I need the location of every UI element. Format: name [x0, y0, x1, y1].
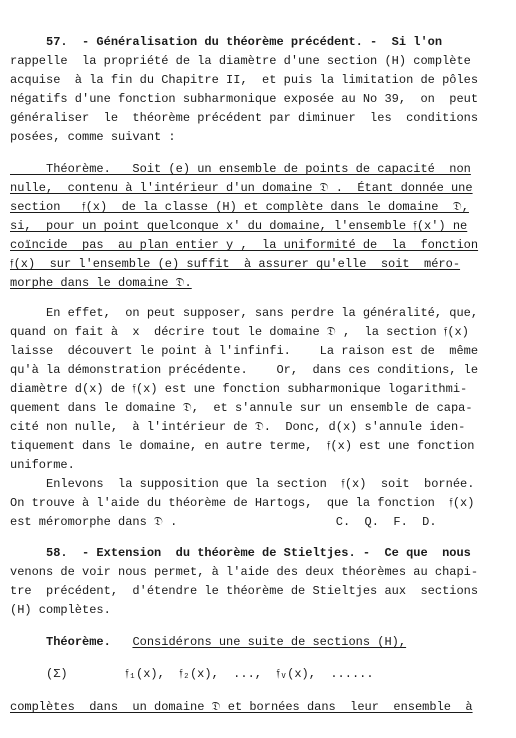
text-line: quand on fait à x décrire tout le domaine 𝔇 , la section 𝔣(x) — [10, 325, 469, 339]
proof-paragraph — [10, 304, 502, 532]
text-line: négatifs d'une fonction subharmonique exposée au No 39, on peut — [10, 92, 479, 106]
text-line: On trouve à l'aide du théorème de Hartogs, que la fonction 𝔣(x) — [10, 496, 475, 510]
text-line: tiquement dans le domaine, en autre terme, 𝔣(x) est une fonction — [10, 439, 475, 453]
section-58-heading-line: 58. - Extension du théorème de Stieltjes. - Ce que nous — [10, 546, 471, 560]
theorem-1-line: Théorème. Soit (e) un ensemble de points de capacité non — [10, 162, 471, 176]
text-line: En effet, on peut supposer, sans perdre la généralité, que, — [10, 306, 479, 320]
text-line: complètes dans un domaine 𝔇 et bornées dans leur ensemble à — [10, 700, 473, 714]
theorem-2-sequence-line — [10, 665, 502, 684]
text-line: (H) complètes. — [10, 603, 111, 617]
text-line: généraliser le théorème précédent par diminuer les conditions — [10, 111, 479, 125]
theorem-1-line: 𝔣(x) sur l'ensemble (e) suffit à assurer qu'elle soit méro- — [10, 257, 461, 271]
text-line: rappelle la propriété de la diamètre d'une section (H) complète — [10, 54, 471, 68]
theorem-2-paragraph — [10, 633, 502, 652]
theorem-1-line: si, pour un point quelconque x' du domaine, l'ensemble 𝔣(x') ne — [10, 219, 468, 233]
text-line: laisse découvert le point à l'infinfi. La raison est de même — [10, 344, 479, 358]
theorem-1-line: nulle, contenu à l'intérieur d'un domaine 𝔇 . Étant donnée une — [10, 181, 473, 195]
theorem-2-heading: Théorème. — [46, 635, 111, 649]
text-line: diamètre d(x) de 𝔣(x) est une fonction subharmonique logarithmi- — [10, 382, 468, 396]
theorem-1-paragraph — [10, 160, 502, 293]
text-line: posées, comme suivant : — [10, 130, 176, 144]
text-line: tre précédent, d'étendre le théorème de Stieltjes aux sections — [10, 584, 479, 598]
theorem-1-line: coïncide pas au plan entier y , la uniformité de la fonction — [10, 238, 479, 252]
text-line: cité non nulle, à l'intérieur de 𝔇. Donc, d(x) s'annule iden- — [10, 420, 466, 434]
theorem-2-text: Considérons une suite de sections (H), — [132, 635, 407, 649]
theorem-2-heading-line — [10, 633, 502, 652]
qed-line: est méromorphe dans 𝔇 . C. Q. F. D. — [10, 515, 437, 529]
theorem-1-line: morphe dans le domaine 𝔇. — [10, 276, 192, 290]
section-57-heading-line: 57. - Généralisation du théorème précédent. - Si l'on — [10, 35, 443, 49]
sequence-formula: 𝔣₁(x), 𝔣₂(x), ..., 𝔣ᵥ(x), ...... — [125, 667, 374, 681]
sigma-label: (Σ) — [46, 667, 68, 681]
section-57-paragraph — [10, 33, 502, 147]
text-line: Enlevons la supposition que la section 𝔣(x) soit bornée. — [10, 477, 475, 491]
theorem-2-last-line — [10, 698, 502, 717]
text-line: quement dans le domaine 𝔇, et s'annule sur un ensemble de capa- — [10, 401, 473, 415]
text-line: acquise à la fin du Chapitre II, et puis la limitation de pôles — [10, 73, 479, 87]
sequence-row — [10, 665, 502, 684]
section-58-paragraph — [10, 544, 502, 620]
text-line: venons de voir nous permet, à l'aide des deux théorèmes au chapi- — [10, 565, 479, 579]
text-line: qu'à la démonstration précédente. Or, dans ces conditions, le — [10, 363, 479, 377]
theorem-1-line: section 𝔣(x) de la classe (H) et complète dans le domaine 𝔇, — [10, 200, 469, 214]
text-line: uniforme. — [10, 458, 75, 472]
